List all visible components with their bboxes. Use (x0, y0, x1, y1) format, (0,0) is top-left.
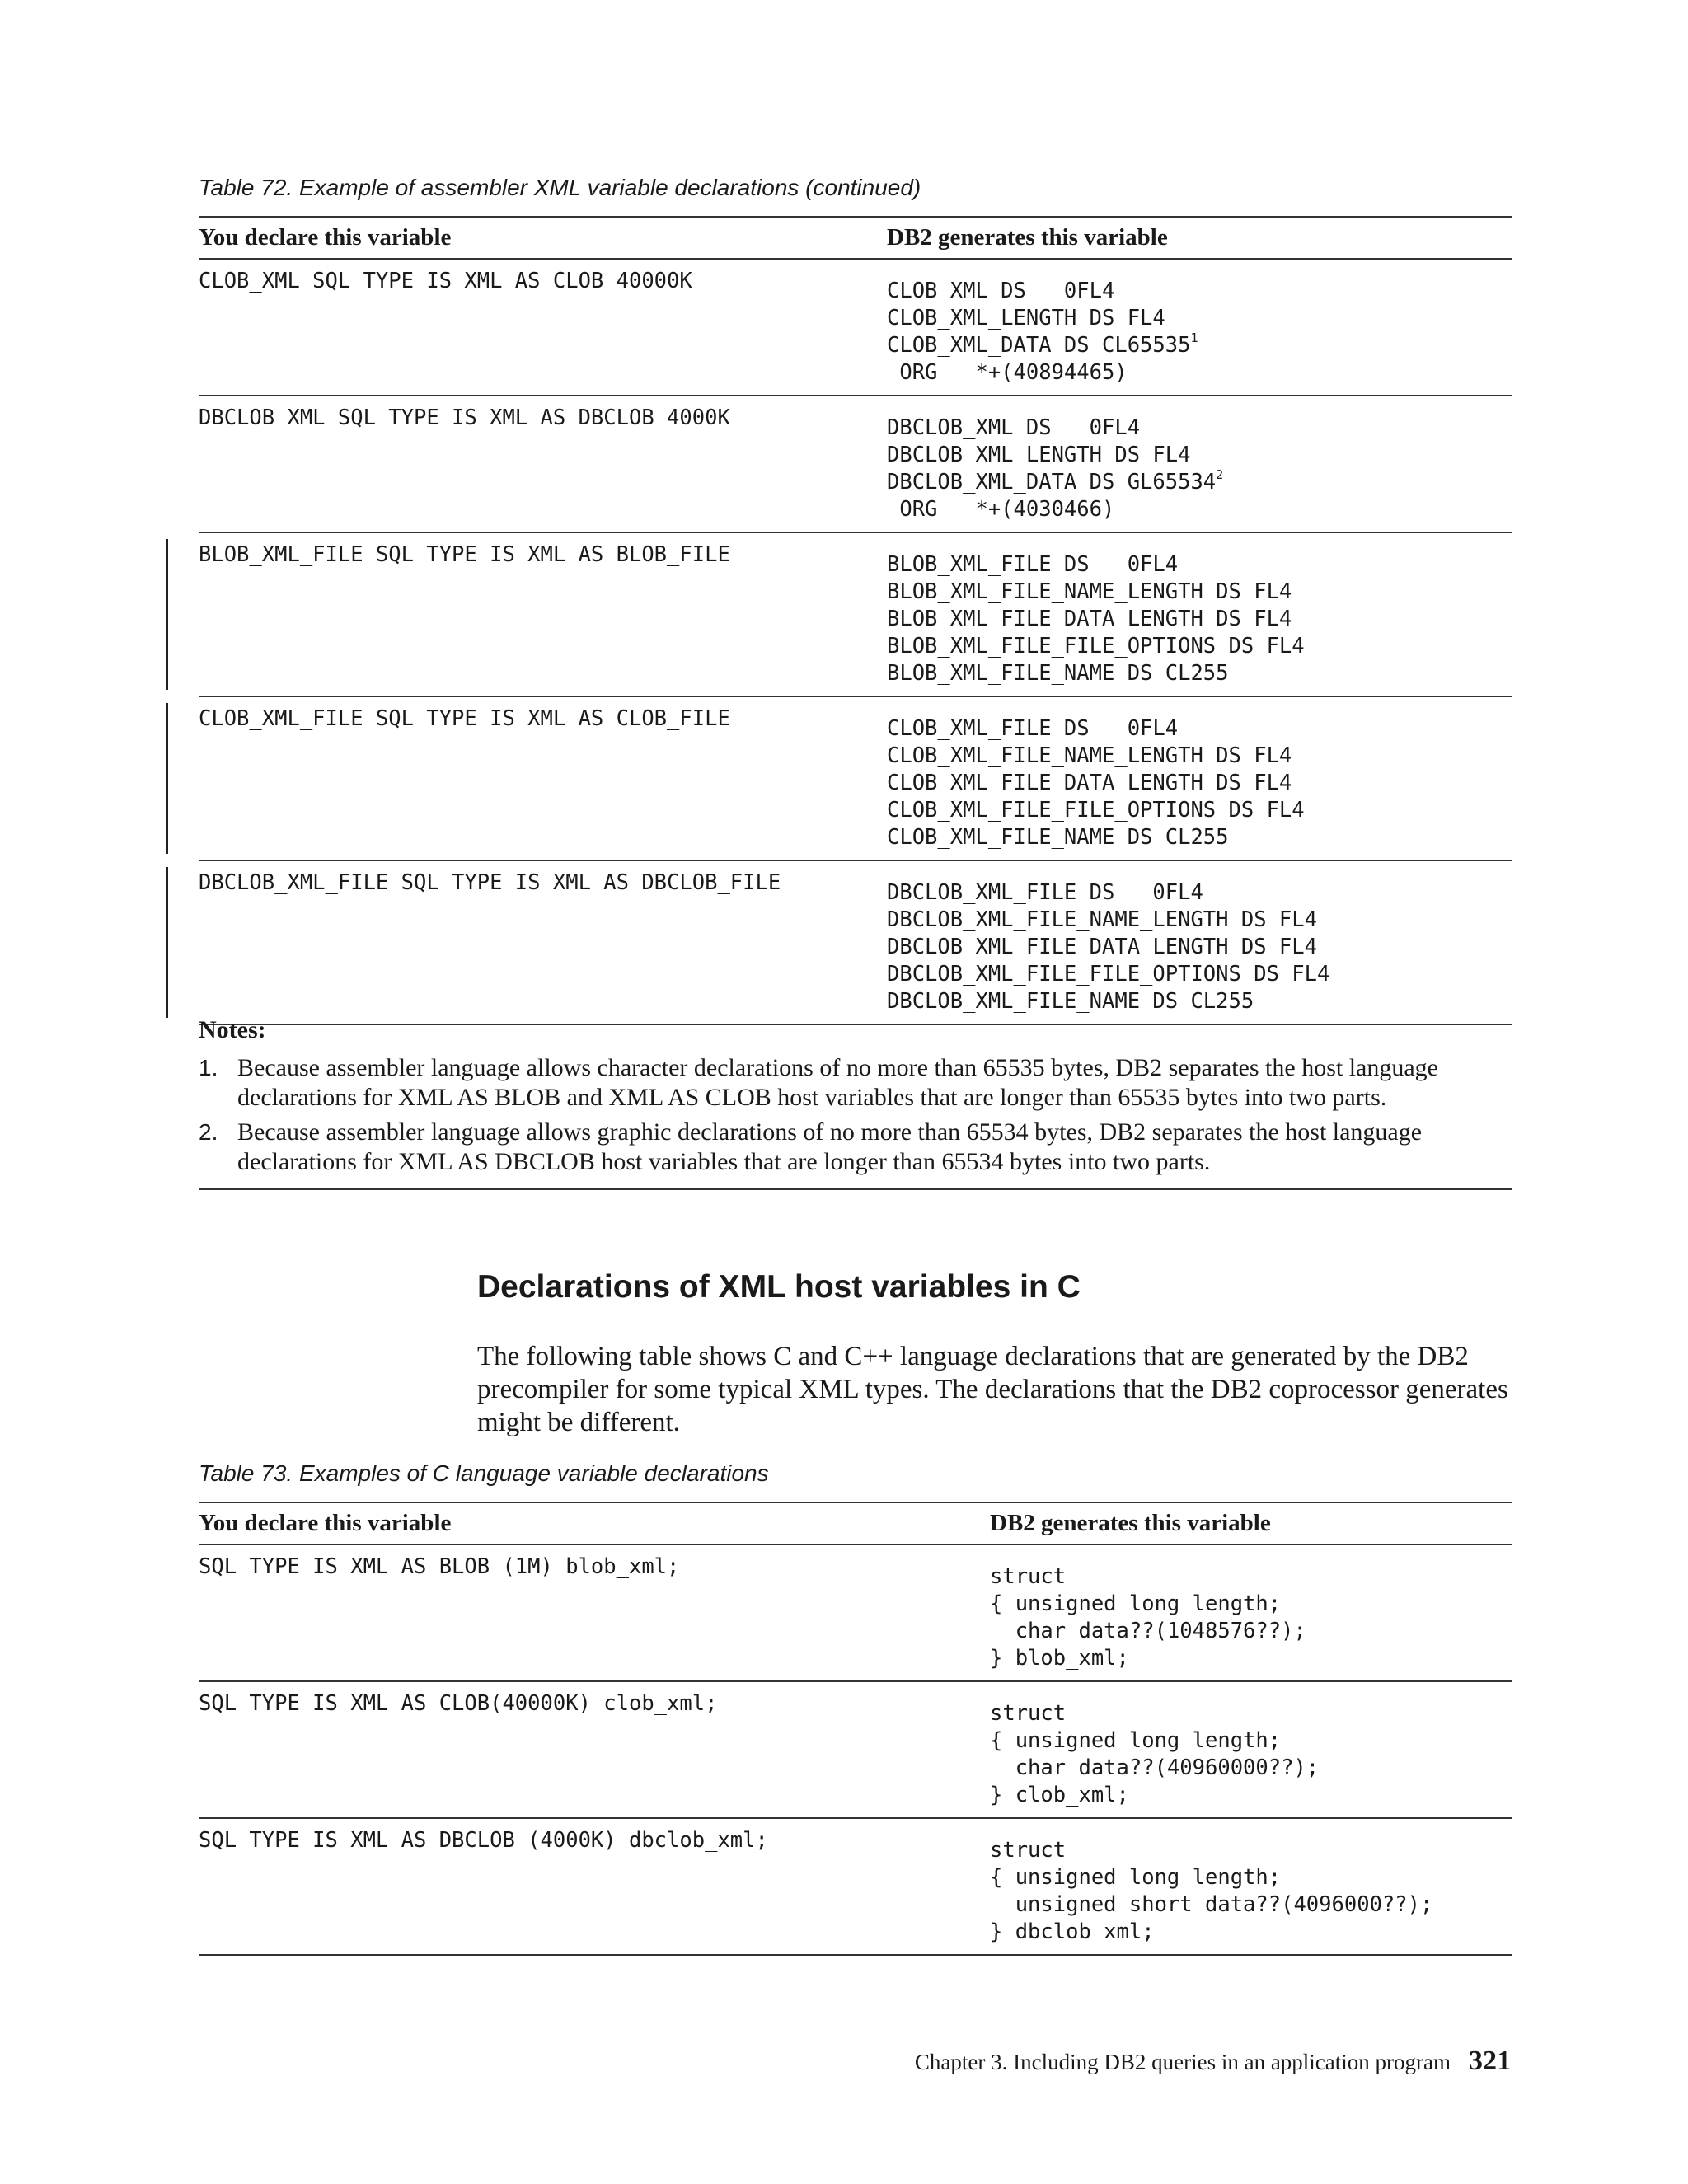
note-item (199, 1118, 1512, 1177)
table-72-notes (199, 1015, 1512, 1190)
code-text: DBCLOB_XML_FILE DS 0FL4 (887, 880, 1203, 905)
generated-variable (990, 1818, 1512, 1955)
code-text: char data??(40960000??); (990, 1755, 1320, 1780)
table-row (199, 1544, 1512, 1681)
code-text: } blob_xml; (990, 1646, 1129, 1671)
table-row (199, 696, 1512, 860)
generated-line (990, 1618, 1512, 1645)
generated-variable (887, 696, 1512, 860)
footnote-reference: 1 (1190, 330, 1198, 345)
table-row (199, 259, 1512, 396)
code-text: CLOB_XML_FILE_FILE_OPTIONS DS FL4 (887, 798, 1305, 823)
generated-line (887, 988, 1512, 1015)
table-row (199, 1681, 1512, 1818)
generated-line (887, 305, 1512, 332)
code-text: } dbclob_xml; (990, 1919, 1155, 1944)
code-text: BLOB_XML_FILE_NAME DS CL255 (887, 661, 1229, 686)
code-text: CLOB_XML_FILE_DATA_LENGTH DS FL4 (887, 771, 1292, 795)
code-text: } clob_xml; (990, 1783, 1129, 1807)
page-footer (915, 2046, 1511, 2077)
code-text: { unsigned long length; (990, 1728, 1282, 1753)
code-text: CLOB_XML DS 0FL4 (887, 279, 1115, 303)
table-row (199, 860, 1512, 1024)
generated-variable (887, 860, 1512, 1024)
notes-label: Notes: (199, 1016, 266, 1043)
generated-line (887, 278, 1512, 305)
generated-line (887, 907, 1512, 934)
code-text: { unsigned long length; (990, 1865, 1282, 1890)
generated-line (990, 1591, 1512, 1618)
note-number: 2. (199, 1119, 218, 1145)
code-text: BLOB_XML_FILE DS 0FL4 (887, 552, 1179, 577)
code-text: DBCLOB_XML_LENGTH DS FL4 (887, 443, 1191, 467)
generated-line (990, 1782, 1512, 1809)
table-row (199, 396, 1512, 532)
footnote-reference: 2 (1216, 467, 1224, 482)
generated-line (990, 1864, 1512, 1891)
code-text: DBCLOB_XML_DATA DS GL65534 (887, 470, 1217, 494)
note-item (199, 1053, 1512, 1113)
table-73-caption: Table 73. Examples of C language variable declarations (199, 1460, 769, 1486)
code-text: struct (990, 1838, 1067, 1863)
generated-line (887, 715, 1512, 743)
code-text: CLOB_XML_DATA DS CL65535 (887, 333, 1191, 358)
generated-variable (990, 1544, 1512, 1681)
table-72-header-declare: You declare this variable (199, 217, 887, 259)
generated-line (990, 1727, 1512, 1755)
generated-line (887, 633, 1512, 660)
code-text: ORG *+(40894465) (887, 360, 1128, 385)
code-text: CLOB_XML_FILE_NAME DS CL255 (887, 825, 1229, 850)
code-text: ORG *+(4030466) (887, 497, 1115, 522)
generated-line (887, 469, 1512, 496)
generated-line (887, 770, 1512, 797)
generated-variable (887, 259, 1512, 396)
declared-variable: SQL TYPE IS XML AS DBCLOB (4000K) dbclob_xml; (199, 1818, 990, 1955)
generated-line (887, 934, 1512, 961)
generated-variable (990, 1681, 1512, 1818)
code-text: char data??(1048576??); (990, 1619, 1306, 1643)
code-text: CLOB_XML_LENGTH DS FL4 (887, 306, 1165, 330)
table-72-caption: Table 72. Example of assembler XML variable declarations (continued) (199, 175, 921, 200)
generated-line (990, 1891, 1512, 1919)
page-number: 321 (1469, 2046, 1511, 2076)
code-text: CLOB_XML_FILE DS 0FL4 (887, 716, 1179, 741)
generated-line (990, 1563, 1512, 1591)
section-heading: Declarations of XML host variables in C (477, 1269, 1081, 1305)
code-text: BLOB_XML_FILE_FILE_OPTIONS DS FL4 (887, 634, 1305, 658)
generated-line (990, 1837, 1512, 1864)
code-text: struct (990, 1564, 1067, 1589)
footer-chapter: Chapter 3. Including DB2 queries in an application program (914, 2050, 1451, 2074)
generated-variable (887, 396, 1512, 532)
code-text: BLOB_XML_FILE_DATA_LENGTH DS FL4 (887, 607, 1292, 631)
change-bar (166, 539, 168, 690)
code-text: DBCLOB_XML_FILE_NAME_LENGTH DS FL4 (887, 907, 1317, 932)
table-row (199, 1818, 1512, 1955)
note-text: Because assembler language allows character declarations of no more than 65535 bytes, DB2 separates the host language declarations for XML AS BLOB and XML AS CLOB host variables that are longer than 65535 bytes into two parts. (237, 1054, 1438, 1111)
code-text: struct (990, 1701, 1067, 1726)
generated-line (990, 1645, 1512, 1672)
code-text: DBCLOB_XML DS 0FL4 (887, 415, 1141, 440)
declared-variable: SQL TYPE IS XML AS CLOB(40000K) clob_xml; (199, 1681, 990, 1818)
section-intro: The following table shows C and C++ language declarations that are generated by the DB2 precompiler for some typical XML types. The declarations that the DB2 coprocessor generates might be different. (477, 1342, 1508, 1437)
generated-line (887, 797, 1512, 824)
code-text: { unsigned long length; (990, 1591, 1282, 1616)
note-text: Because assembler language allows graphic declarations of no more than 65534 bytes, DB2 separates the host language declarations for XML AS DBCLOB host variables that are longer than 65534 bytes into two parts. (237, 1118, 1423, 1175)
declared-variable: CLOB_XML_FILE SQL TYPE IS XML AS CLOB_FILE (199, 696, 887, 860)
generated-line (990, 1755, 1512, 1782)
change-bar (166, 867, 168, 1018)
generated-line (887, 579, 1512, 606)
declared-variable: CLOB_XML SQL TYPE IS XML AS CLOB 40000K (199, 259, 887, 396)
declared-variable: BLOB_XML_FILE SQL TYPE IS XML AS BLOB_FILE (199, 532, 887, 696)
code-text: BLOB_XML_FILE_NAME_LENGTH DS FL4 (887, 579, 1292, 604)
generated-line (887, 824, 1512, 851)
declared-variable: SQL TYPE IS XML AS BLOB (1M) blob_xml; (199, 1544, 990, 1681)
table-row (199, 532, 1512, 696)
generated-line (887, 743, 1512, 770)
generated-line (887, 359, 1512, 387)
note-number: 1. (199, 1055, 218, 1080)
generated-line (887, 879, 1512, 907)
table-72 (199, 216, 1512, 1025)
generated-line (887, 551, 1512, 579)
code-text: unsigned short data??(4096000??); (990, 1892, 1433, 1917)
code-text: DBCLOB_XML_FILE_DATA_LENGTH DS FL4 (887, 935, 1317, 959)
table-73-header-generated: DB2 generates this variable (990, 1502, 1512, 1544)
code-text: DBCLOB_XML_FILE_FILE_OPTIONS DS FL4 (887, 962, 1330, 987)
generated-line (887, 332, 1512, 359)
generated-line (887, 442, 1512, 469)
generated-line (990, 1919, 1512, 1946)
change-bar (166, 703, 168, 854)
generated-line (887, 415, 1512, 442)
generated-line (990, 1700, 1512, 1727)
table-73 (199, 1502, 1512, 1956)
generated-line (887, 961, 1512, 988)
generated-line (887, 496, 1512, 523)
generated-line (887, 660, 1512, 687)
table-72-header-generated: DB2 generates this variable (887, 217, 1512, 259)
declared-variable: DBCLOB_XML_FILE SQL TYPE IS XML AS DBCLOB_FILE (199, 860, 887, 1024)
code-text: CLOB_XML_FILE_NAME_LENGTH DS FL4 (887, 743, 1292, 768)
generated-line (887, 606, 1512, 633)
generated-variable (887, 532, 1512, 696)
code-text: DBCLOB_XML_FILE_NAME DS CL255 (887, 989, 1254, 1014)
table-73-header-declare: You declare this variable (199, 1502, 990, 1544)
declared-variable: DBCLOB_XML SQL TYPE IS XML AS DBCLOB 4000K (199, 396, 887, 532)
